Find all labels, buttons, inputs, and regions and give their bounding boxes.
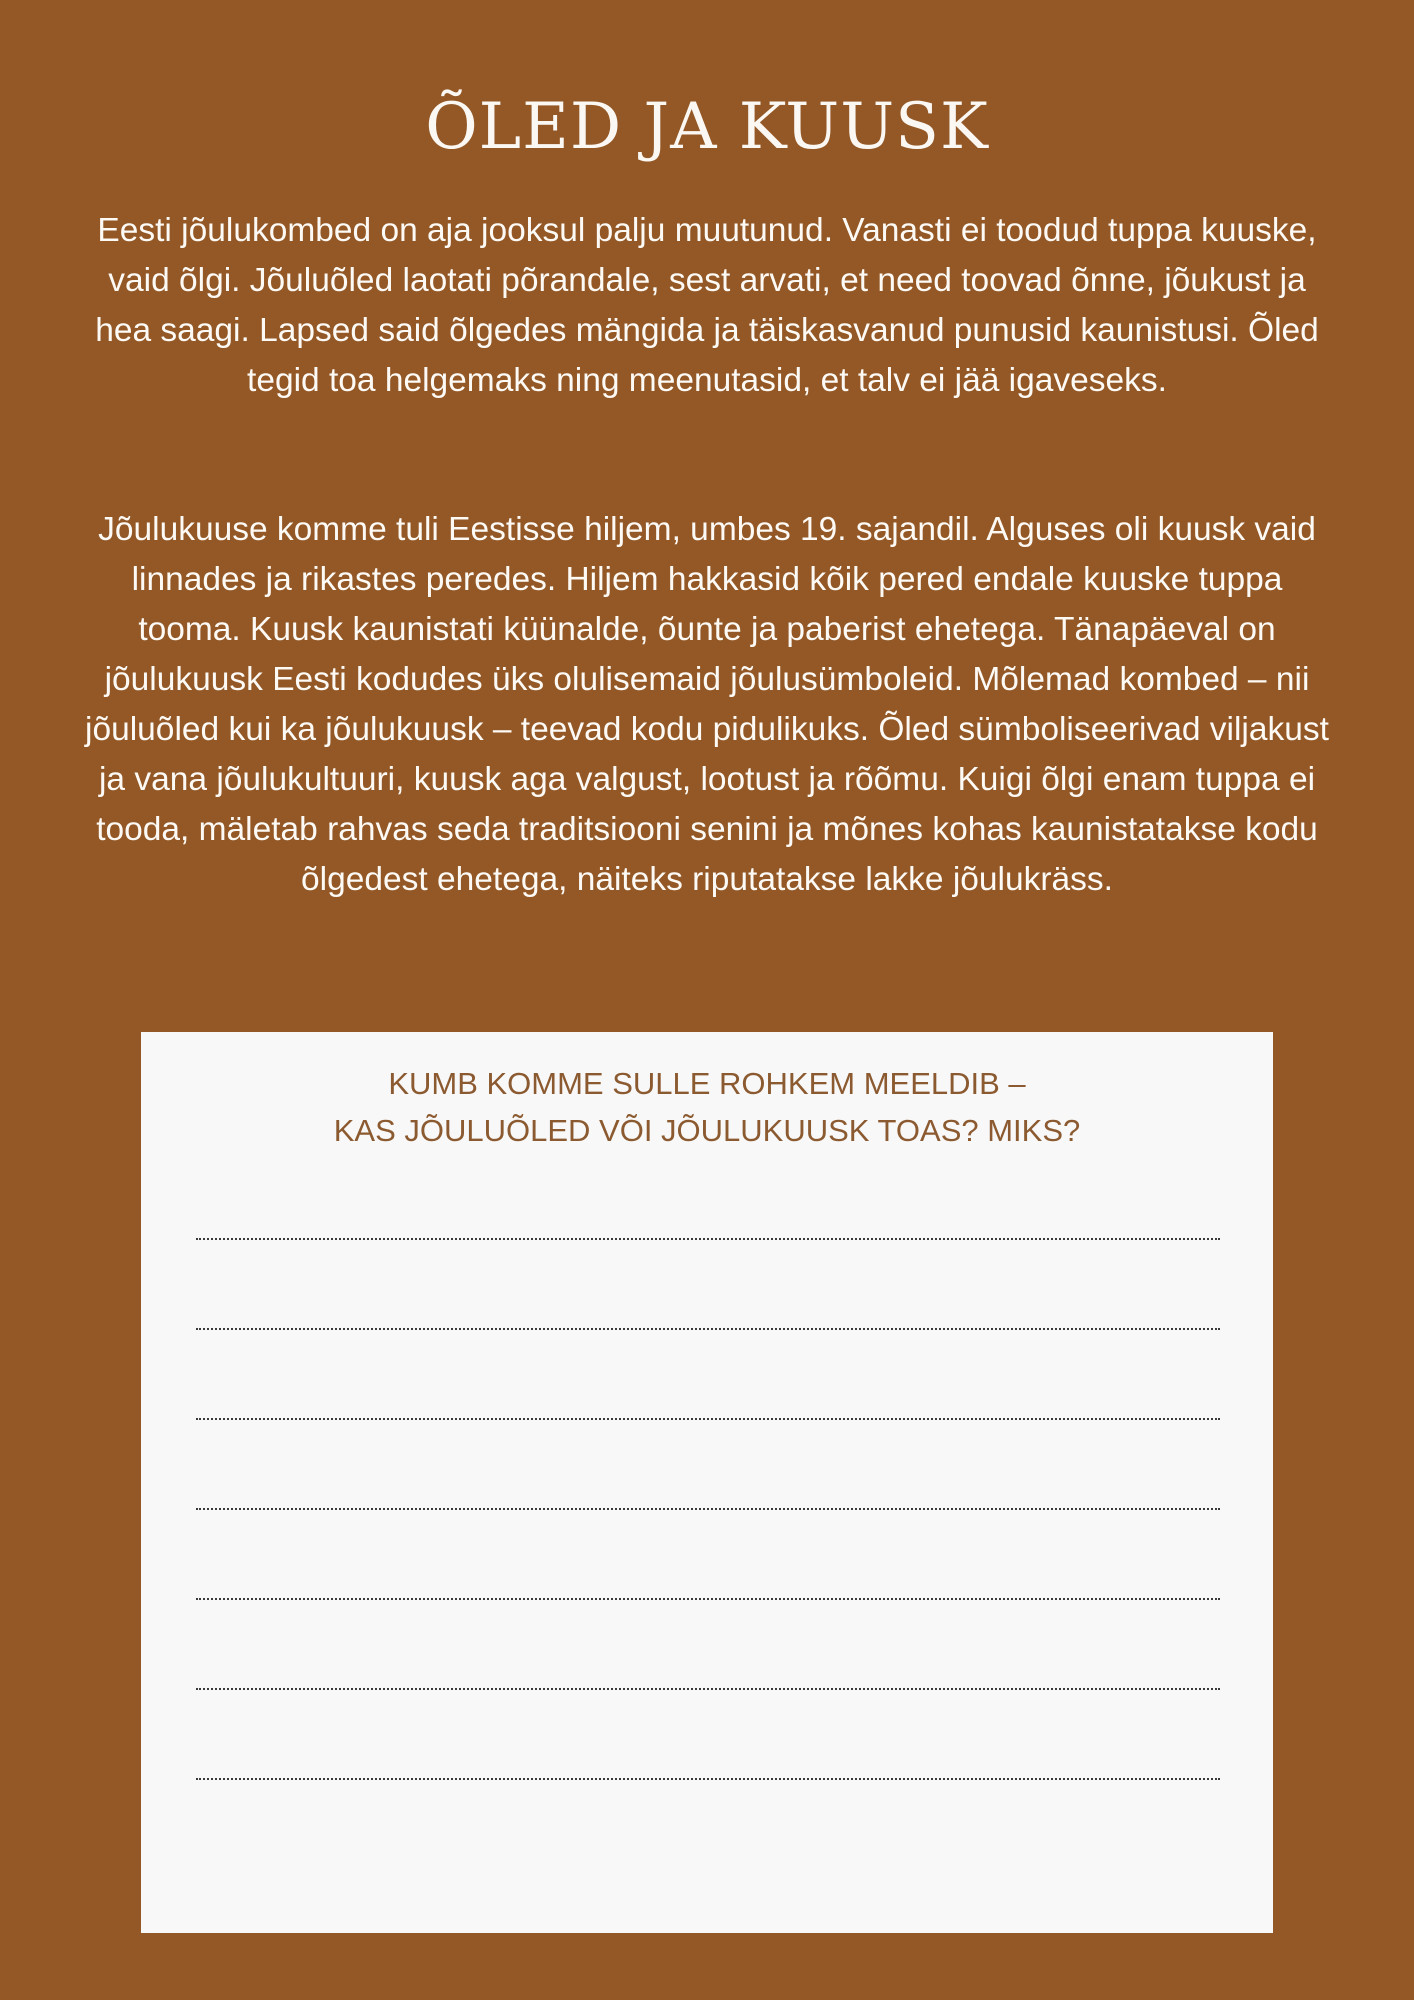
page-title: ÕLED JA KUUSK xyxy=(425,90,989,164)
paragraph-straw-tradition: Eesti jõulukombed on aja jooksul palju muutunud. Vanasti ei toodud tuppa kuuske, vaid õlgi. Jõuluõled laotati põrandale, sest arvati, et need toovad õnne, jõukust ja hea saagi. Lapsed said õlgedes mängida ja täiskasvanud punusid kaunistusi. Õled tegid toa helgemaks ning meenutasid, et talv ei jää igaveseks. xyxy=(95,212,1319,399)
question-line-2: KAS JÕULUÕLED VÕI JÕULUKUUSK TOAS? MIKS? xyxy=(333,1113,1081,1148)
answer-line[interactable] xyxy=(196,1328,1220,1330)
question-text xyxy=(141,1060,1273,1154)
answer-line[interactable] xyxy=(196,1688,1220,1690)
answer-line[interactable] xyxy=(196,1598,1220,1600)
answer-line[interactable] xyxy=(196,1508,1220,1510)
answer-box xyxy=(141,1032,1273,1933)
question-line-1: KUMB KOMME SULLE ROHKEM MEELDIB – xyxy=(388,1066,1026,1101)
answer-line[interactable] xyxy=(196,1418,1220,1420)
answer-line[interactable] xyxy=(196,1238,1220,1240)
paragraph-christmas-tree-tradition: Jõulukuuse komme tuli Eestisse hiljem, umbes 19. sajandil. Alguses oli kuusk vaid linnades ja rikastes peredes. Hiljem hakkasid kõik pered endale kuuske tuppa tooma. Kuusk kaunistati küünalde, õunte ja paberist ehetega. Tänapäeval on jõulukuusk Eesti kodudes üks olulisemaid jõulusümboleid. Mõlemad kombed – nii jõuluõled kui ka jõulukuusk – teevad kodu pidulikuks. Õled sümboliseerivad viljakust ja vana jõulukultuuri, kuusk aga valgust, lootust ja rõõmu. Kuigi õlgi enam tuppa ei tooda, mäletab rahvas seda traditsiooni senini ja mõnes kohas kaunistatakse kodu õlgedest ehetega, näiteks riputatakse lakke jõulukräss. xyxy=(85,511,1329,898)
answer-line[interactable] xyxy=(196,1778,1220,1780)
